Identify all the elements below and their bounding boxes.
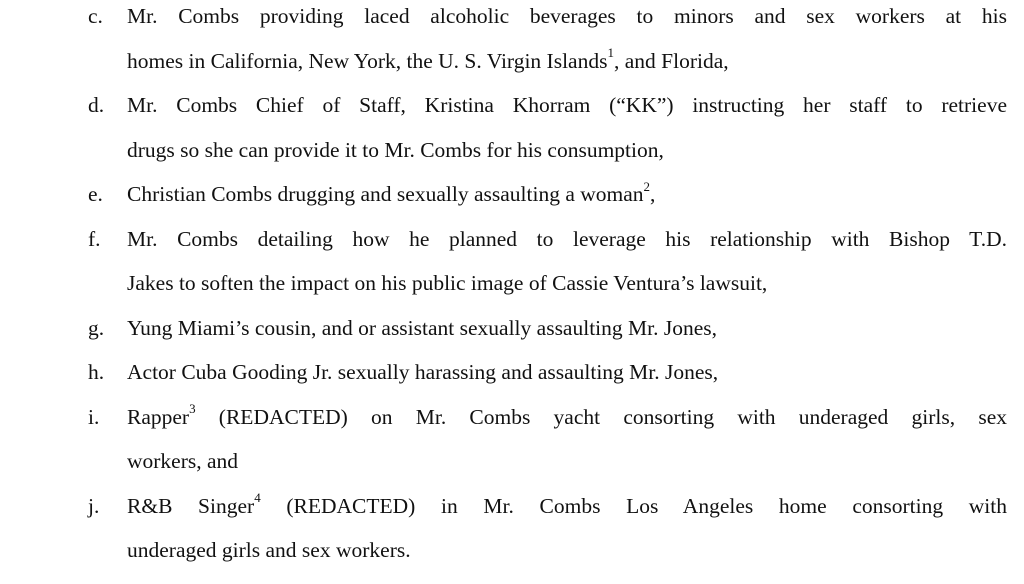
line-text: drugs so she can provide it to Mr. Combs for his consumption, [127, 137, 664, 162]
line-text: Actor Cuba Gooding Jr. sexually harassing and assaulting Mr. Jones, [127, 360, 719, 384]
footnote-marker: 1 [607, 45, 614, 61]
item-line [127, 83, 1007, 128]
line-text: Mr. Combs providing laced alcoholic beverages to minors and sex workers at his [127, 4, 1007, 28]
item-line [127, 395, 1007, 440]
item-line [127, 528, 1007, 573]
line-text: Mr. Combs Chief of Staff, Kristina Khorram (“KK”) instructing her staff to retrieve [127, 93, 1007, 117]
item-letter: e. [88, 182, 103, 206]
item-line [127, 0, 1007, 39]
line-text: , [650, 182, 656, 206]
item-line [127, 350, 1007, 395]
line-text: Jakes to soften the impact on his public image of Cassie Ventura’s lawsuit, [127, 271, 768, 295]
line-text: underaged girls and sex workers. [127, 538, 411, 562]
line-text: (REDACTED) in Mr. Combs Los Angeles home consorting with [260, 493, 1007, 518]
line-text: Rapper [127, 404, 190, 429]
line-text: , and Florida, [613, 48, 729, 73]
item-letter: g. [88, 315, 105, 340]
line-text: Mr. Combs detailing how he planned to leverage his relationship with Bishop T.D. [127, 226, 1007, 251]
line-text: workers, and [127, 449, 239, 473]
item-letter: d. [88, 93, 105, 117]
line-text: R&B Singer [127, 493, 255, 518]
footnote-marker: 4 [254, 490, 261, 506]
item-line [127, 39, 1007, 84]
footnote-marker: 3 [189, 401, 196, 417]
item-line [127, 261, 1007, 306]
item-letter: c. [88, 4, 103, 28]
item-line [127, 217, 1007, 262]
item-letter: j. [88, 493, 100, 518]
item-line [127, 439, 1007, 484]
item-line [127, 172, 1007, 217]
footnote-marker: 2 [643, 178, 651, 194]
item-letter: f. [88, 226, 101, 251]
item-line [127, 128, 1007, 173]
item-line [127, 306, 1007, 351]
item-line [127, 484, 1007, 529]
item-letter: i. [88, 404, 100, 429]
item-letter: h. [88, 360, 105, 384]
line-text: Yung Miami’s cousin, and or assistant sexually assaulting Mr. Jones, [127, 315, 718, 340]
line-text: (REDACTED) on Mr. Combs yacht consorting with underaged girls, sex [195, 404, 1007, 429]
line-text: Christian Combs drugging and sexually assaulting a woman [127, 182, 644, 206]
line-text: homes in California, New York, the U. S. Virgin Islands [127, 48, 608, 73]
